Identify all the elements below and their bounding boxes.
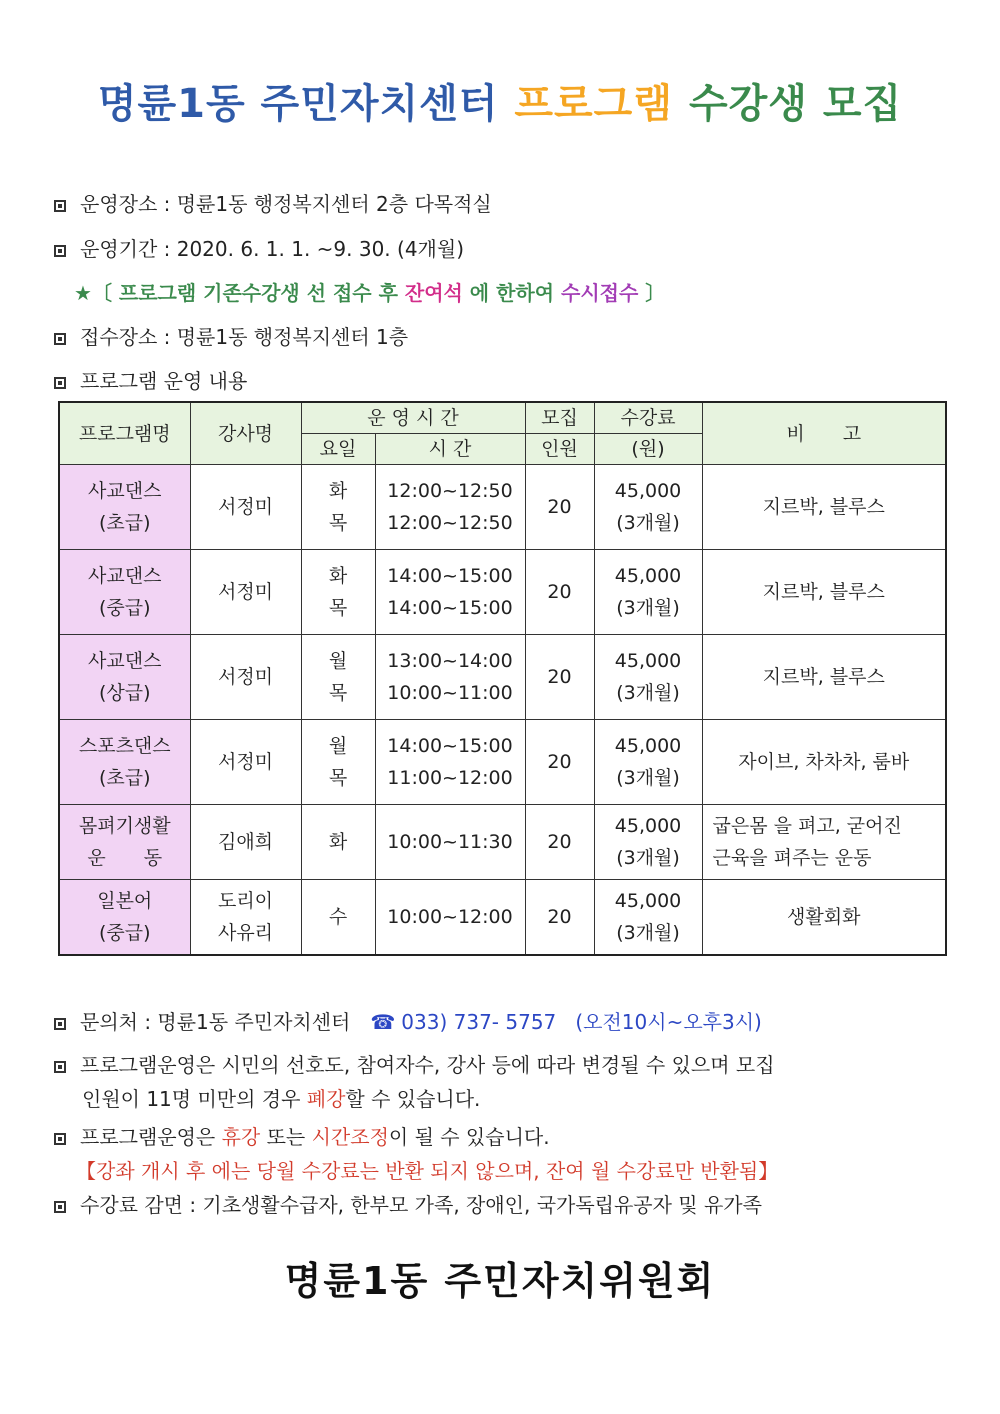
days: 월 목: [301, 635, 375, 720]
page-title: [0, 72, 1000, 129]
note-change-line2: 인원이 11명 미만의 경우 폐강할 수 있습니다.: [82, 1087, 481, 1111]
phone-icon: ☎: [370, 1010, 396, 1034]
days: 화: [301, 805, 375, 880]
square-bullet-icon: [54, 245, 66, 257]
note: 굽은몸 을 펴고, 굳어진 근육을 펴주는 운동: [702, 805, 946, 880]
instructor: 서정미: [190, 720, 301, 805]
fee: 45,000 (3개월): [594, 880, 702, 956]
program-name: 스포츠댄스 (초급): [59, 720, 190, 805]
notice-line: ★〔 프로그램 기존수강생 선 접수 후 잔여석 에 한하여 수시접수 〕: [74, 281, 666, 305]
header-capacity-2: 인원: [525, 434, 594, 465]
refund-warning: 【강좌 개시 후 에는 당월 수강료는 반환 되지 않으며, 잔여 월 수강료만 반환됨】: [76, 1159, 779, 1183]
square-bullet-icon: [54, 1133, 66, 1145]
days: 화 목: [301, 550, 375, 635]
table-row: [59, 720, 946, 805]
note: 생활회화: [702, 880, 946, 956]
content-heading-line: 프로그램 운영 내용: [54, 365, 247, 394]
star-icon: ★: [74, 281, 92, 305]
program-name: 사교댄스 (상급): [59, 635, 190, 720]
notice-rolling: 수시접수: [561, 281, 639, 305]
instructor: 서정미: [190, 635, 301, 720]
header-time: 시 간: [375, 434, 525, 465]
venue-line: 운영장소 : 명륜1동 행정복지센터 2층 다목적실: [54, 188, 492, 217]
fee: 45,000 (3개월): [594, 550, 702, 635]
table-row: [59, 550, 946, 635]
reception-line: 접수장소 : 명륜1동 행정복지센터 1층: [54, 321, 408, 350]
square-bullet-icon: [54, 200, 66, 212]
capacity: 20: [525, 550, 594, 635]
capacity: 20: [525, 465, 594, 550]
times: 10:00~12:00: [375, 880, 525, 956]
table-row: [59, 805, 946, 880]
square-bullet-icon: [54, 333, 66, 345]
notice-remaining: 잔여석: [404, 281, 463, 305]
period-line: 운영기간 : 2020. 6. 1. 1. ~9. 30. (4개월): [54, 233, 464, 262]
program-name: 사교댄스 (초급): [59, 465, 190, 550]
fee: 45,000 (3개월): [594, 465, 702, 550]
program-name: 몸펴기생활 운 동: [59, 805, 190, 880]
note-change-line1: 프로그램운영은 시민의 선호도, 참여자수, 강사 등에 따라 변경될 수 있으며 모집: [54, 1049, 775, 1078]
note: 지르박, 블루스: [702, 465, 946, 550]
square-bullet-icon: [54, 377, 66, 389]
note-break-line: 프로그램운영은 휴강 또는 시간조정이 될 수 있습니다.: [54, 1121, 550, 1150]
times: 13:00~14:00 10:00~11:00: [375, 635, 525, 720]
days: 월 목: [301, 720, 375, 805]
title-program: 프로그램: [514, 81, 673, 127]
fee-reduction-line: 수강료 감면 : 기초생활수급자, 한부모 가족, 장애인, 국가독립유공자 및 유가족: [54, 1189, 762, 1218]
instructor: 도리이 사유리: [190, 880, 301, 956]
header-instructor: 강사명: [190, 402, 301, 465]
capacity: 20: [525, 805, 594, 880]
capacity: 20: [525, 720, 594, 805]
table-row: [59, 635, 946, 720]
contact-line: 문의처 : 명륜1동 주민자치센터 ☎ 033) 737- 5757 (오전10시~오후3시): [54, 1006, 762, 1035]
program-table: [58, 401, 947, 956]
capacity: 20: [525, 880, 594, 956]
capacity: 20: [525, 635, 594, 720]
table-row: [59, 465, 946, 550]
days: 화 목: [301, 465, 375, 550]
footer-committee: 명륜1동 주민자치위원회: [284, 1259, 716, 1303]
contact-hours: (오전10시~오후3시): [575, 1010, 762, 1034]
title-recruit: 수강생 모집: [688, 81, 903, 127]
header-fee-2: (원): [594, 434, 702, 465]
program-name: 사교댄스 (중급): [59, 550, 190, 635]
instructor: 서정미: [190, 465, 301, 550]
days: 수: [301, 880, 375, 956]
break-text: 휴강: [221, 1125, 261, 1149]
header-capacity-1: 모집: [525, 402, 594, 434]
table-row: [59, 880, 946, 956]
times: 14:00~15:00 14:00~15:00: [375, 550, 525, 635]
square-bullet-icon: [54, 1201, 66, 1213]
header-day: 요일: [301, 434, 375, 465]
square-bullet-icon: [54, 1018, 66, 1030]
times: 14:00~15:00 11:00~12:00: [375, 720, 525, 805]
header-program: 프로그램명: [59, 402, 190, 465]
header-note: 비 고: [702, 402, 946, 465]
title-org: 명륜1동 주민자치센터: [97, 81, 499, 127]
times: 12:00~12:50 12:00~12:50: [375, 465, 525, 550]
instructor: 김애희: [190, 805, 301, 880]
header-schedule: 운 영 시 간: [301, 402, 525, 434]
cancellation-text: 폐강: [306, 1087, 346, 1111]
fee: 45,000 (3개월): [594, 635, 702, 720]
instructor: 서정미: [190, 550, 301, 635]
fee: 45,000 (3개월): [594, 805, 702, 880]
program-name: 일본어 (중급): [59, 880, 190, 956]
times: 10:00~11:30: [375, 805, 525, 880]
square-bullet-icon: [54, 1061, 66, 1073]
note: 자이브, 차차차, 룸바: [702, 720, 946, 805]
header-fee-1: 수강료: [594, 402, 702, 434]
note: 지르박, 블루스: [702, 635, 946, 720]
note: 지르박, 블루스: [702, 550, 946, 635]
time-adjust-text: 시간조정: [311, 1125, 389, 1149]
phone-number: 033) 737- 5757: [401, 1010, 557, 1034]
fee: 45,000 (3개월): [594, 720, 702, 805]
